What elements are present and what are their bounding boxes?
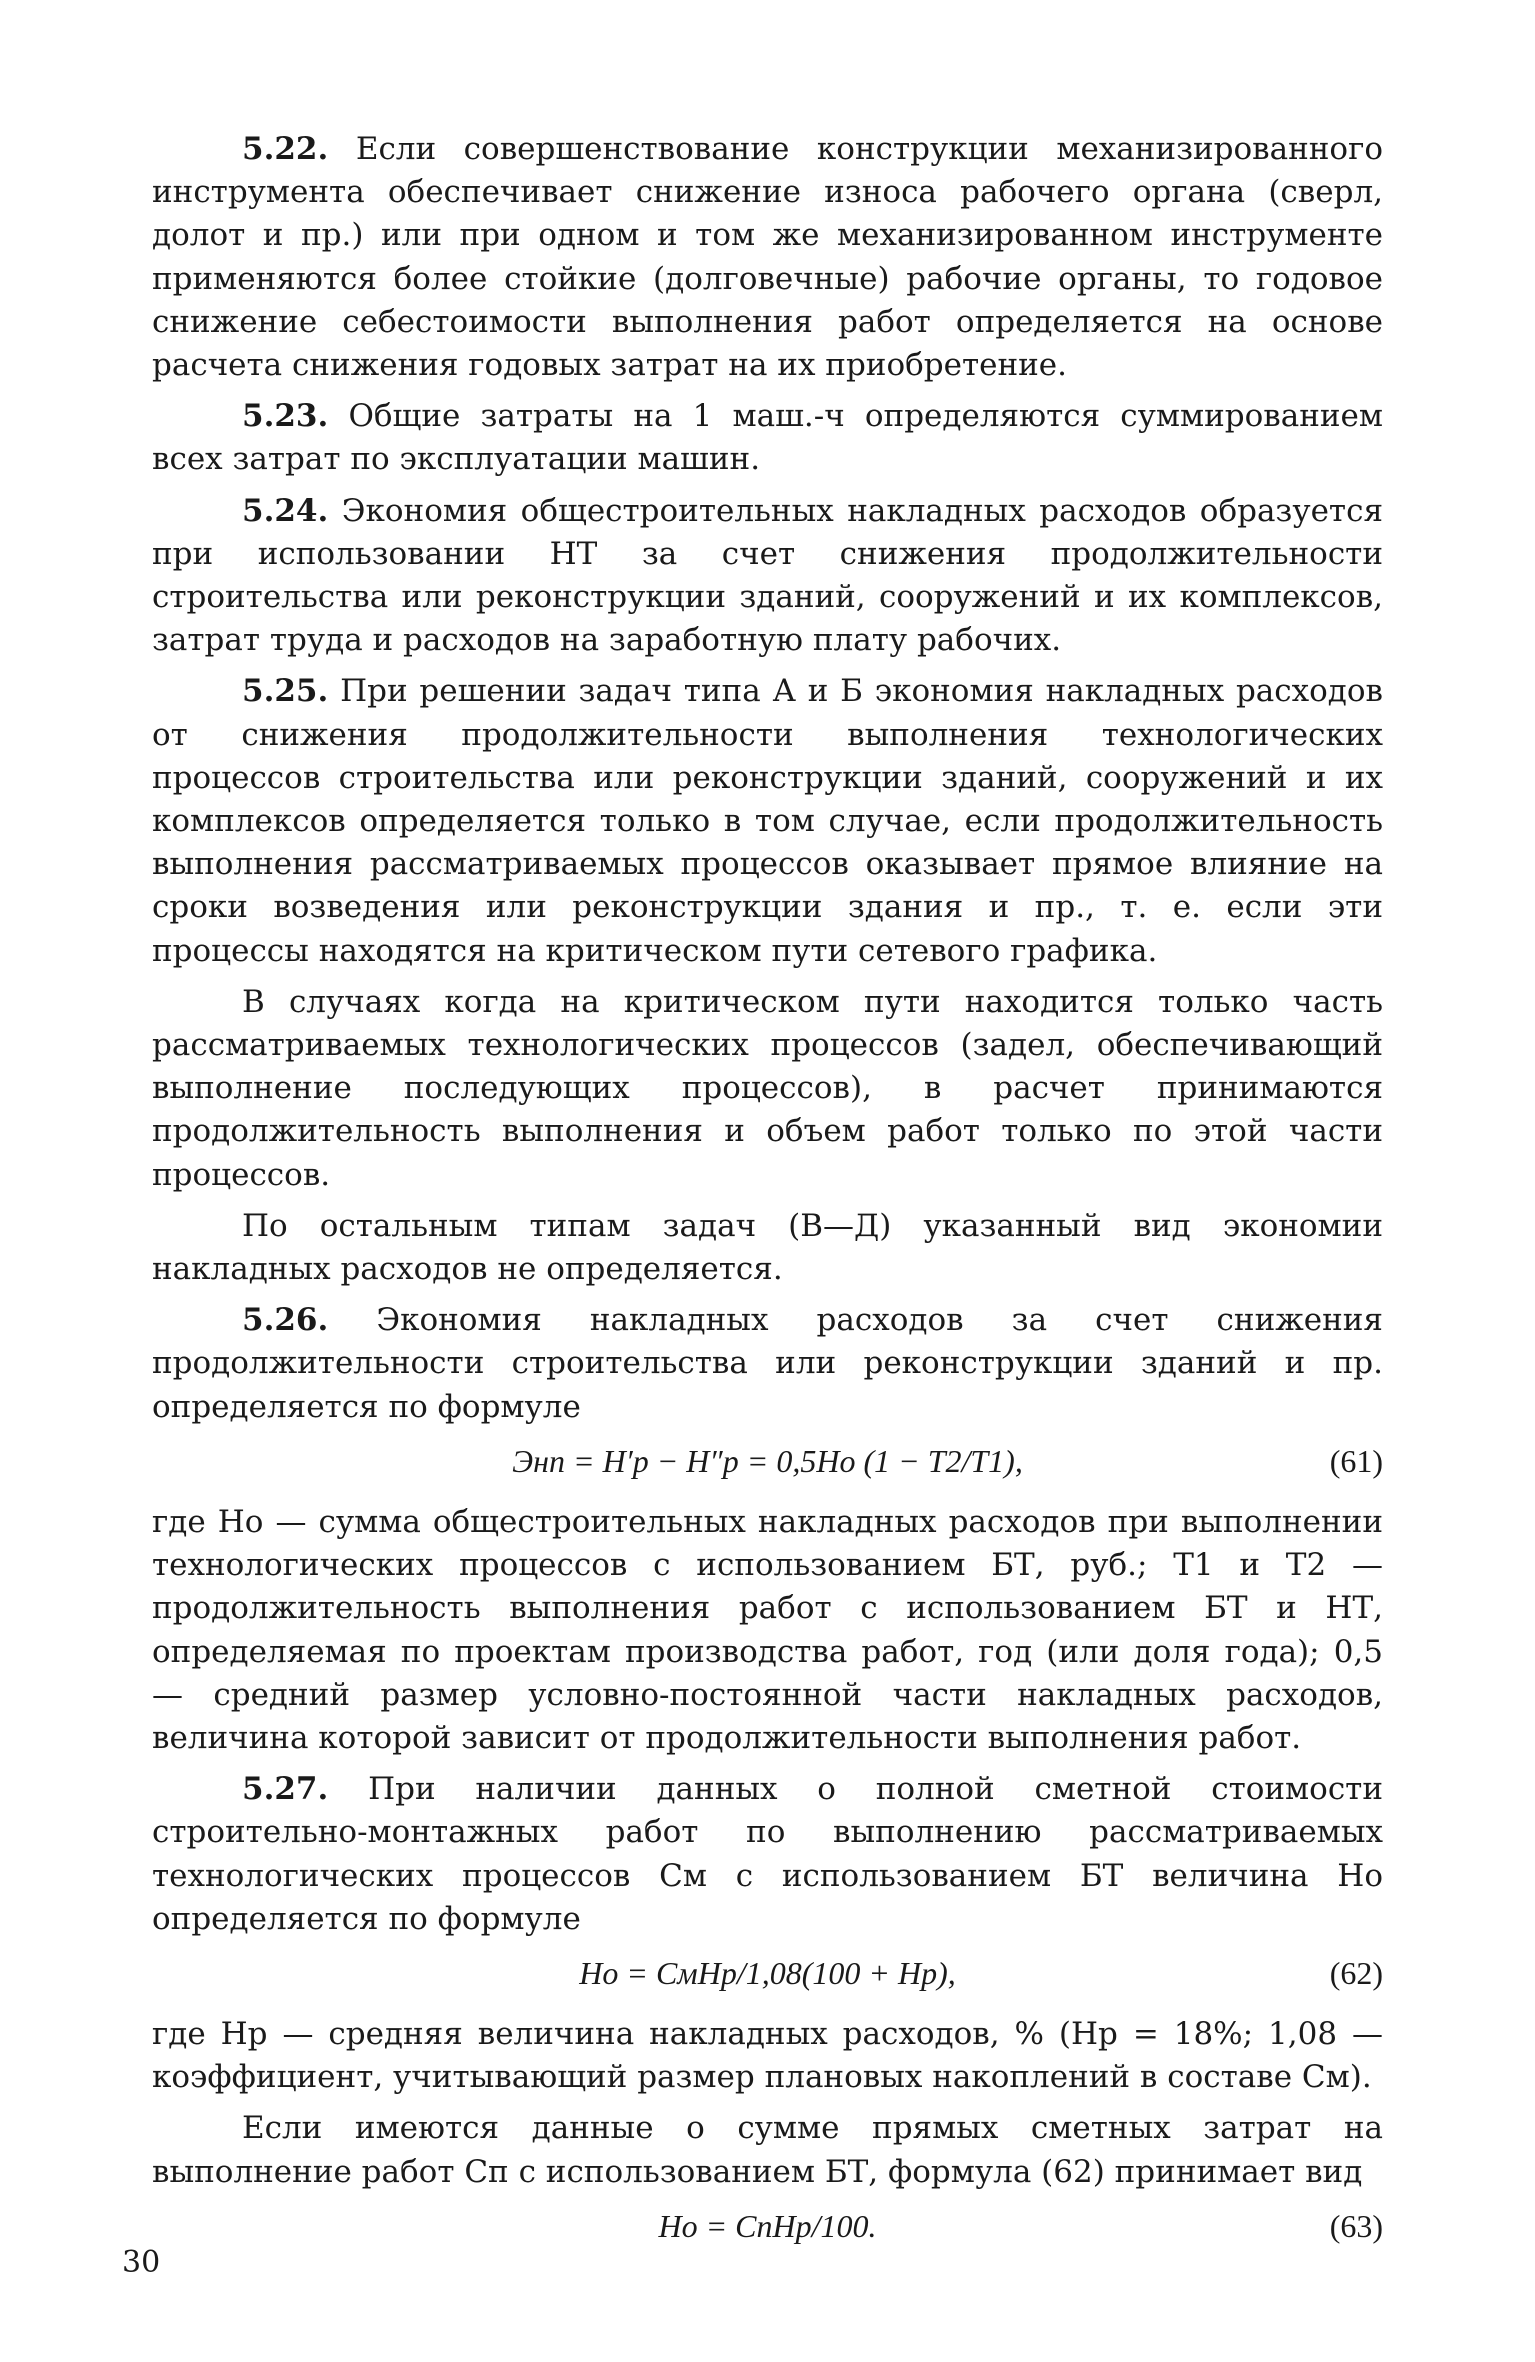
formula-61-legend: где Hо — сумма общестроительных накладных расходов при выполнении технологических процессов с использованием БТ, руб.; T1 и T2 — продолжительность выполнения работ с использованием БТ и НТ, определяемая по проектам производства работ, год (или доля года); 0,5 — средний размер условно-постоянной части накладных расходов, величина которой зависит от продолжительности выполнения работ. — [152, 1503, 1383, 1756]
clause-number: 5.27. — [242, 1771, 329, 1808]
paragraph-text: По остальным типам задач (В—Д) указанный вид экономии накладных расходов не определяется. — [152, 1207, 1383, 1288]
paragraph-text: При решении задач типа А и Б экономия накладных расходов от снижения продолжительности выполнения технологических процессов строительства или реконструкции зданий, сооружений и их комплексов определяется только в том случае, если продолжительность выполнения рассматриваемых процессов оказывает прямое влияние на сроки возведения или реконструкции здания и пр., т. е. если эти процессы находятся на критическом пути сетевого графика. — [152, 673, 1383, 969]
paragraph-5-25 — [152, 670, 1383, 972]
paragraph-text: Экономия общестроительных накладных расходов образуется при использовании НТ за счет снижения продолжительности строительства или реконструкции зданий, сооружений и их комплексов, затрат труда и расходов на заработную плату рабочих. — [152, 492, 1383, 659]
paragraph-other-tasks — [152, 1205, 1383, 1291]
paragraph-text: Экономия накладных расходов за счет снижения продолжительности строительства или реконструкции зданий и пр. определяется по формуле — [152, 1302, 1383, 1425]
formula-62 — [152, 1941, 1383, 2013]
clause-number: 5.23. — [242, 398, 329, 435]
paragraph-text: Общие затраты на 1 маш.-ч определяются суммированием всех затрат по эксплуатации машин. — [152, 398, 1383, 478]
paragraph-text: Если совершенствование конструкции механизированного инструмента обеспечивает снижение износа рабочего органа (сверл, долот и пр.) или при одном и том же механизированном инструменте применяются более стойкие (долговечные) рабочие органы, то годовое снижение себестоимости выполнения работ определяется на основе расчета снижения годовых затрат на их приобретение. — [152, 131, 1383, 384]
page-number: 30 — [122, 2245, 161, 2280]
paragraph-5-24 — [152, 490, 1383, 663]
clause-number: 5.26. — [242, 1302, 329, 1339]
paragraph-text: При наличии данных о полной сметной стоимости строительно-монтажных работ по выполнению рассматриваемых технологических процессов Cм с использованием БТ величина Hо определяется по формуле — [152, 1771, 1383, 1937]
formula-expression: Энп = H′р − H″р = 0,5Hо (1 − T2/T1), — [512, 1442, 1023, 1479]
equation-number: (61) — [1329, 1442, 1383, 1479]
formula-63 — [152, 2194, 1383, 2266]
paragraph-5-26 — [152, 1299, 1383, 1429]
clause-number: 5.24. — [242, 492, 329, 529]
clause-number: 5.25. — [242, 673, 329, 710]
equation-number: (63) — [1329, 2207, 1383, 2244]
formula-61 — [152, 1429, 1383, 1501]
paragraph-text: В случаях когда на критическом пути находится только часть рассматриваемых технологических процессов (задел, обеспечивающий выполнение последующих процессов), в расчет принимаются продолжительность выполнения и объем работ только по этой части процессов. — [152, 983, 1383, 1193]
paragraph-direct-costs: Если имеются данные о сумме прямых сметных затрат на выполнение работ Cп с использованием БТ, формула (62) принимает вид — [152, 2110, 1383, 2190]
paragraph-5-23 — [152, 395, 1383, 481]
formula-expression: Hо = CмHр/1,08(100 + Hр), — [579, 1954, 956, 1991]
formula-62-legend: где Hр — средняя величина накладных расходов, % (Hр = 18%; 1,08 — коэффициент, учитывающий размер плановых накоплений в составе Cм). — [152, 2015, 1383, 2096]
paragraph-5-27 — [152, 1768, 1383, 1941]
formula-expression: Hо = CпHр/100. — [658, 2207, 877, 2244]
equation-number: (62) — [1329, 1954, 1383, 1991]
clause-number: 5.22. — [242, 131, 329, 167]
paragraph-critical-path — [152, 981, 1383, 1197]
paragraph-5-22 — [152, 128, 1383, 387]
